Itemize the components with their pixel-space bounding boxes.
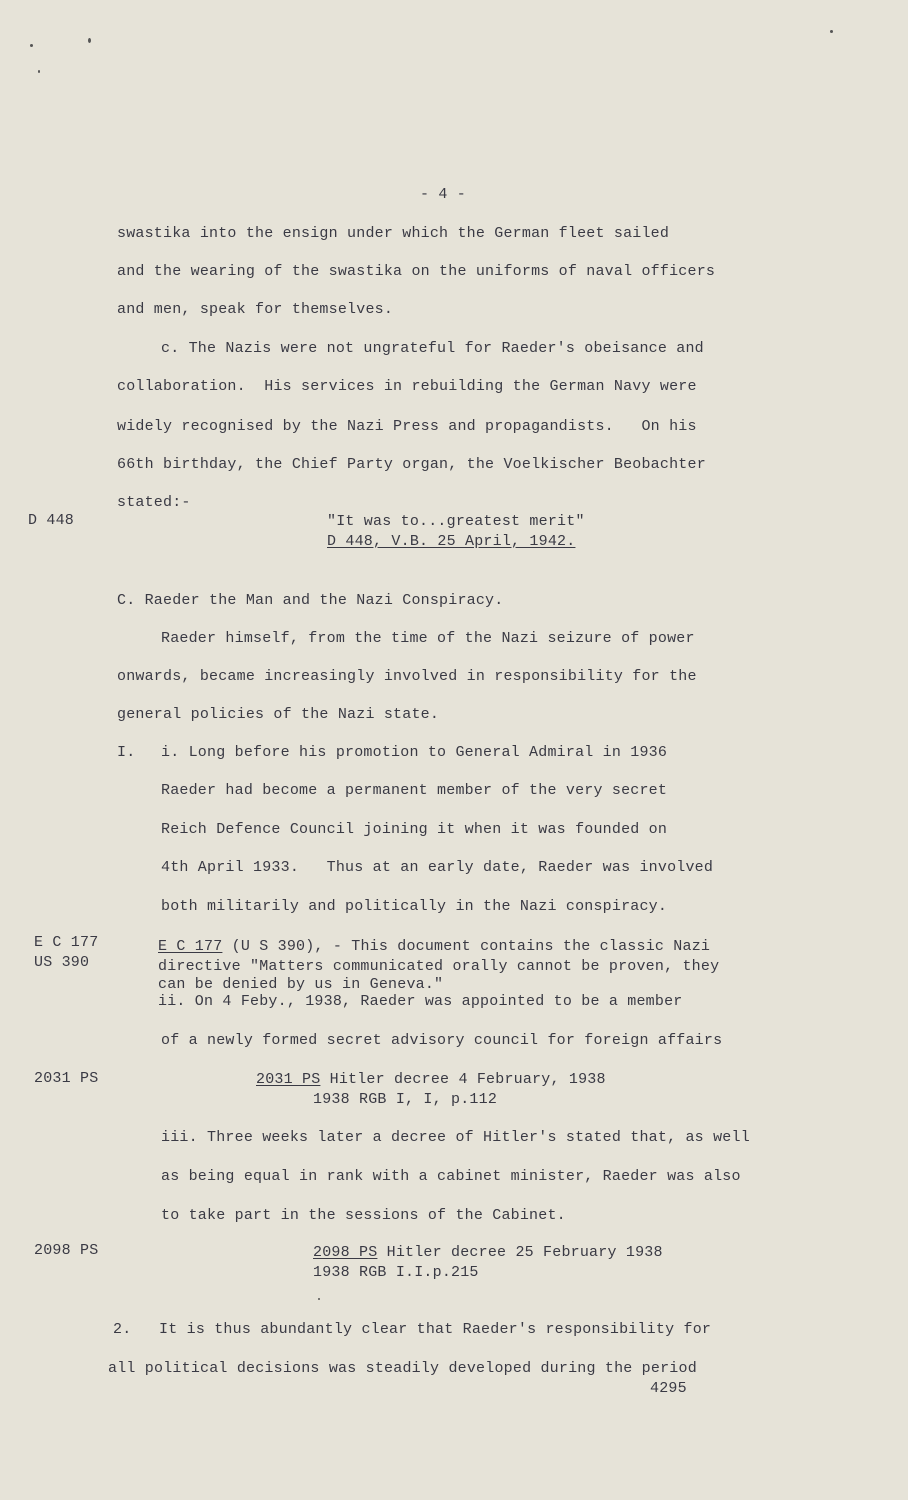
- margin-note-2098ps: 2098 PS: [34, 1242, 99, 1259]
- body-line: as being equal in rank with a cabinet minister, Raeder was also: [161, 1168, 741, 1185]
- ref-2098-line2: 1938 RGB I.I.p.215: [313, 1264, 479, 1281]
- body-line: stated:-: [117, 494, 191, 511]
- ec177-note-line: can be denied by us in Geneva.": [158, 976, 444, 993]
- body-line: all political decisions was steadily developed during the period: [108, 1360, 697, 1377]
- body-line: widely recognised by the Nazi Press and propagandists. On his: [117, 418, 697, 435]
- body-line: Raeder had become a permanent member of the very secret: [161, 782, 668, 799]
- body-line: to take part in the sessions of the Cabinet.: [161, 1207, 566, 1224]
- body-line: swastika into the ensign under which the German fleet sailed: [117, 225, 670, 242]
- body-line: and men, speak for themselves.: [117, 301, 394, 318]
- document-number: 4295: [650, 1380, 687, 1397]
- section-heading-text: C. Raeder the Man and the Nazi Conspiracy.: [117, 592, 504, 609]
- quote-text: "It was to...greatest merit": [327, 513, 585, 530]
- quote-reference: D 448, V.B. 25 April, 1942.: [327, 533, 576, 550]
- scan-speck: [318, 1298, 320, 1300]
- ref-2031-line: [256, 1071, 606, 1089]
- body-line: i. Long before his promotion to General Admiral in 1936: [161, 744, 668, 761]
- body-line: c. The Nazis were not ungrateful for Raeder's obeisance and: [161, 340, 704, 357]
- body-line: and the wearing of the swastika on the uniforms of naval officers: [117, 263, 716, 280]
- margin-note-us390: US 390: [34, 954, 90, 971]
- scan-speck: [30, 44, 33, 47]
- scan-speck: [830, 30, 833, 33]
- body-line: collaboration. His services in rebuilding the German Navy were: [117, 378, 697, 395]
- scan-speck: [88, 38, 91, 43]
- body-line: general policies of the Nazi state.: [117, 706, 440, 723]
- body-line: iii. Three weeks later a decree of Hitler's stated that, as well: [161, 1129, 750, 1146]
- ref-2098-rest: Hitler decree 25 February 1938: [377, 1244, 663, 1261]
- margin-note-2031ps: 2031 PS: [34, 1070, 99, 1087]
- body-line: onwards, became increasingly involved in responsibility for the: [117, 668, 697, 685]
- body-line: Reich Defence Council joining it when it was founded on: [161, 821, 668, 838]
- item-label: I.: [117, 744, 136, 761]
- ref-2098-line: [313, 1244, 663, 1262]
- margin-note-d448: D 448: [28, 512, 75, 529]
- body-line: ii. On 4 Feby., 1938, Raeder was appointed to be a member: [158, 993, 683, 1010]
- margin-note-ec177: E C 177: [34, 934, 99, 951]
- page-number: - 4 -: [420, 186, 467, 203]
- body-line: 66th birthday, the Chief Party organ, the Voelkischer Beobachter: [117, 456, 706, 473]
- body-line: both militarily and politically in the Nazi conspiracy.: [161, 898, 668, 915]
- ref-2098-code: 2098 PS: [313, 1244, 378, 1261]
- ec177-note-line: [158, 938, 710, 956]
- ec177-note-line: directive "Matters communicated orally cannot be proven, they: [158, 958, 720, 975]
- scan-speck: [38, 70, 40, 73]
- body-line: of a newly formed secret advisory council for foreign affairs: [161, 1032, 723, 1049]
- body-line: 2. It is thus abundantly clear that Raeder's responsibility for: [113, 1321, 712, 1338]
- body-line: Raeder himself, from the time of the Nazi seizure of power: [161, 630, 695, 647]
- ec177-ref: E C 177: [158, 938, 223, 955]
- body-line: 4th April 1933. Thus at an early date, Raeder was involved: [161, 859, 714, 876]
- ref-2031-code: 2031 PS: [256, 1071, 321, 1088]
- ec177-rest: (U S 390), - This document contains the classic Nazi: [222, 938, 711, 955]
- ref-2031-rest: Hitler decree 4 February, 1938: [320, 1071, 606, 1088]
- section-heading: [117, 592, 503, 610]
- ref-2031-line2: 1938 RGB I, I, p.112: [313, 1091, 498, 1108]
